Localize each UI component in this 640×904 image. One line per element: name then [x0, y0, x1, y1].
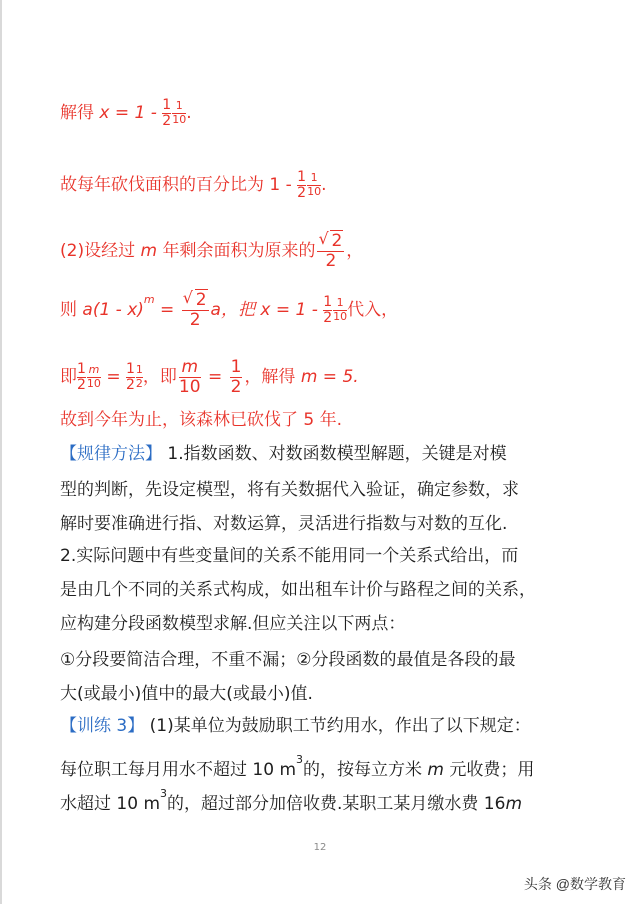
solve-label: 解得 [60, 103, 94, 124]
method-tag: 【规律方法】 [60, 444, 162, 464]
method-text: 型的判断，先设定模型，将有关数据代入验证，确定参数，求 [60, 480, 519, 500]
training-text: 水超过 10 m [60, 794, 160, 814]
training-tag: 【训练 3】 [60, 716, 145, 736]
exponent-fraction: $\frac{1}{10}$ [333, 295, 348, 323]
paren-fraction: $\frac{1}{2}$ [297, 169, 307, 201]
then-label: 则 [60, 300, 77, 320]
part2-label: (2)设经过 [60, 241, 136, 262]
solution-line-1: 解得 x = 1 - $\frac{1}{2}$ $\frac{1}{10}$ . [60, 97, 192, 129]
paren-fraction: $\frac{1}{2}$ [162, 97, 172, 129]
exponent-m: m [143, 293, 155, 306]
substitute-text: a，把 [210, 300, 255, 320]
exponent-fraction: $\frac{1}{10}$ [172, 99, 187, 126]
result-m: m = 5. [300, 367, 359, 388]
conclusion-text: 故到今年为止，该森林已砍伐了 5 年. [60, 410, 343, 430]
exponent-fraction: $\frac{m}{10}$ [86, 363, 101, 390]
paren-fraction: $\frac{1}{2}$ [323, 293, 333, 326]
method-text: 大(或最小)值中的最大(或最小)值. [60, 684, 313, 704]
method-line-3 [60, 514, 507, 534]
paren-fraction: $\frac{1}{2}$ [77, 361, 86, 393]
method-text: 解时要准确进行指、对数运算，灵活进行指数与对数的互化. [60, 514, 508, 534]
solution-line-5: 即 $\frac{1}{2}$ $\frac{m}{10}$ = $\frac{1}{2}$ $\frac{1}{2}$ ，即 $\frac{m}{10}$ = $\frac{1}{2}$ ，解得 m = 5. [60, 357, 359, 397]
method-text: 应构建分段函数模型求解.但应关注以下两点： [60, 614, 406, 634]
method-line-8 [60, 684, 313, 704]
training-text: (1)某单位为鼓励职工节约用水，作出了以下规定： [144, 716, 531, 736]
training-text: 的，超过部分加倍收费.某职工某月缴水费 16 [167, 794, 506, 814]
exponent-fraction: $\frac{1}{10}$ [307, 171, 322, 198]
method-line-5 [60, 580, 536, 600]
training-line-2 [60, 750, 534, 780]
method-line-2 [60, 480, 519, 500]
training-line-1 [60, 716, 531, 736]
paren-fraction: $\frac{1}{2}$ [125, 361, 135, 393]
cube-superscript: 3 [160, 787, 167, 800]
watermark: 头条 @数学教育 [523, 876, 626, 892]
conclusion-line [60, 410, 342, 430]
var-m: m [140, 241, 158, 262]
namely-label: 即 [60, 367, 77, 388]
x-expression: x = 1 - [99, 103, 163, 124]
solution-line-3: (2)设经过 m 年剩余面积为原来的 √ 2 2 ， [60, 229, 364, 271]
training-text: 的，按每立方米 [303, 760, 422, 780]
solution-line-4: 则 a(1 - x)m = √ 2 2 a，把 x = 1 - $\frac{1}{2}$ $\frac{1}{10}$ 代入， [60, 287, 399, 330]
x-expression: x = 1 - [260, 300, 324, 320]
a-expression: a(1 - x) [82, 300, 144, 320]
exponent-fraction: $\frac{1}{2}$ [135, 363, 143, 390]
training-line-3 [60, 784, 522, 814]
solution-line-2: 故每年砍伐面积的百分比为 1 - $\frac{1}{2}$ $\frac{1}{10}$ . [60, 169, 327, 201]
m-over-10: $\frac{m}{10}$ [178, 357, 201, 397]
training-text: 每位职工每月用水不超过 10 m [60, 760, 296, 780]
training-text: 元收费；用 [449, 760, 535, 780]
page-number: 12 [313, 842, 327, 853]
var-m: m [427, 760, 444, 780]
sqrt2-over-2: √ 2 2 [182, 287, 207, 330]
method-line-6 [60, 614, 405, 634]
method-line-4 [60, 546, 518, 566]
method-text: 是由几个不同的关系式构成，如出租车计价与路程之间的关系， [60, 580, 536, 600]
sqrt2-over-2: √ 2 2 [318, 229, 343, 271]
percentage-text: 故每年砍伐面积的百分比为 1 - [60, 175, 292, 196]
method-line-1 [60, 444, 507, 464]
method-text: ①分段要简洁合理，不重不漏；②分段函数的最值是各段的最 [60, 650, 516, 670]
part2-text: 年剩余面积为原来的 [162, 241, 316, 262]
cube-superscript: 3 [296, 753, 303, 766]
method-line-7 [60, 650, 515, 670]
page-left-border [0, 0, 2, 904]
var-m: m [505, 794, 523, 814]
method-text: 2.实际问题中有些变量间的关系不能用同一个关系式给出，而 [60, 546, 519, 566]
method-text: 1.指数函数、对数函数模型解题，关键是对模 [167, 444, 507, 464]
one-half: $\frac{1}{2}$ [230, 357, 242, 397]
